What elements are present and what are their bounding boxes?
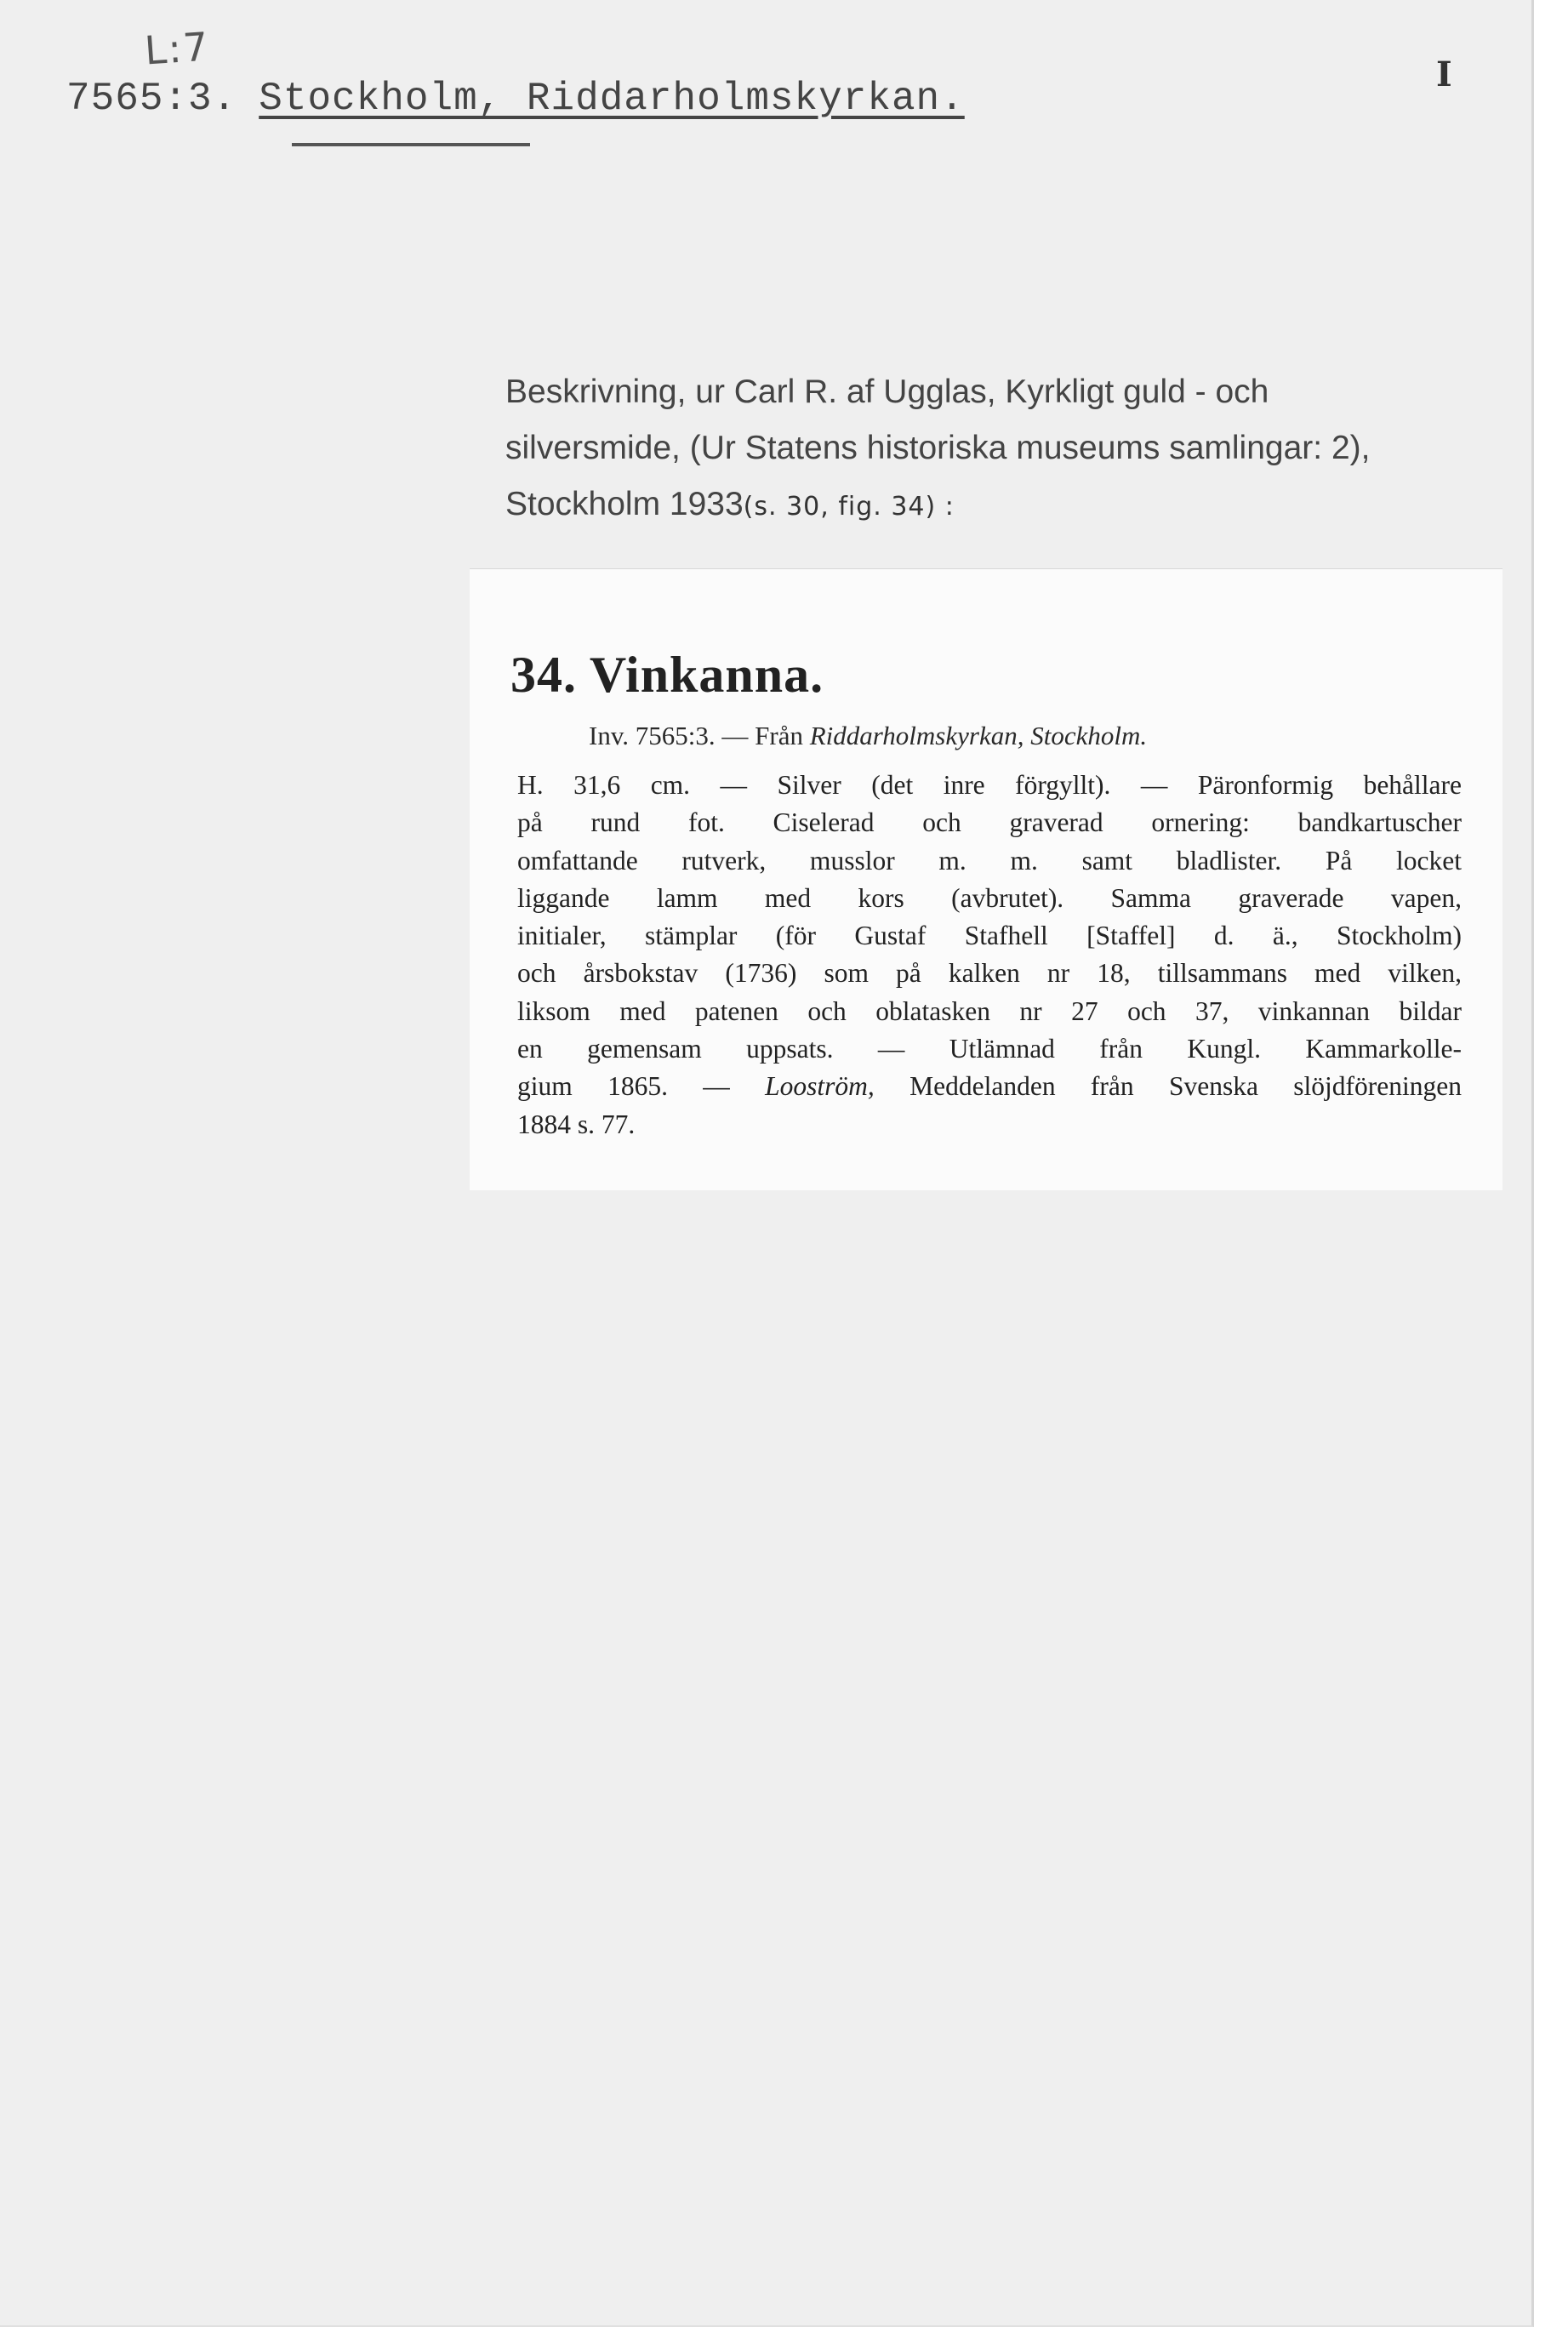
inventory-place: Riddarholmskyrkan, Stockholm.: [809, 721, 1148, 750]
inventory-prefix: Inv. 7565:3. — Från: [589, 721, 810, 750]
line9-prefix: gium 1865. —: [517, 1071, 766, 1102]
line9-suffix: Meddelanden från Svenska slöjdföreningen: [874, 1071, 1462, 1102]
body-line: liksom med patenen och oblatasken nr 27 och 37, vinkannan bildar: [517, 995, 1462, 1026]
body-line-9: [517, 1068, 1462, 1105]
body-line: liggande lamm med kors (avbrutet). Samma graverade vapen,: [517, 882, 1462, 913]
intro-place-year: Stockholm 1933: [505, 486, 744, 522]
clipping-inventory-line: [589, 721, 1147, 751]
handwritten-shelf-mark: L:7: [143, 23, 212, 74]
body-line-last: 1884 s. 77.: [517, 1109, 636, 1139]
handwritten-roman-numeral: I: [1436, 54, 1452, 94]
body-line: H. 31,6 cm. — Silver (det inre förgyllt). — Päronformig behållare: [517, 770, 1462, 800]
printed-clipping: [470, 568, 1502, 1190]
inventory-number: 7565:3.: [66, 77, 237, 121]
line9-author: Looström,: [765, 1071, 875, 1102]
header-underline-rule: [292, 143, 530, 146]
clipping-body: [517, 767, 1462, 1144]
body-line: en gemensam uppsats. — Utlämnad från Kungl. Kammarkolle-: [517, 1034, 1462, 1064]
intro-line-1: Beskrivning, ur Carl R. af Ugglas, Kyrkligt guld - och: [505, 374, 1269, 410]
intro-line-3: [505, 476, 1467, 535]
body-line: och årsbokstav (1736) som på kalken nr 18, tillsammans med vilken,: [517, 958, 1462, 989]
body-line: initialer, stämplar (för Gustaf Stafhell [Staffel] d. ä., Stockholm): [517, 921, 1462, 951]
source-description: [505, 364, 1467, 535]
card-header: [66, 77, 965, 121]
clipping-heading: 34. Vinkanna.: [510, 647, 824, 703]
body-line: på rund fot. Ciselerad och graverad ornering: bandkartuscher: [517, 807, 1462, 838]
body-line: omfattande rutverk, musslor m. m. samt bladlister. På locket: [517, 845, 1462, 875]
handwritten-page-reference: (s. 30, fig. 34) :: [743, 492, 955, 522]
intro-line-2: silversmide, (Ur Statens historiska museums samlingar: 2),: [505, 430, 1371, 466]
location-title: Stockholm, Riddarholmskyrkan.: [259, 77, 965, 121]
